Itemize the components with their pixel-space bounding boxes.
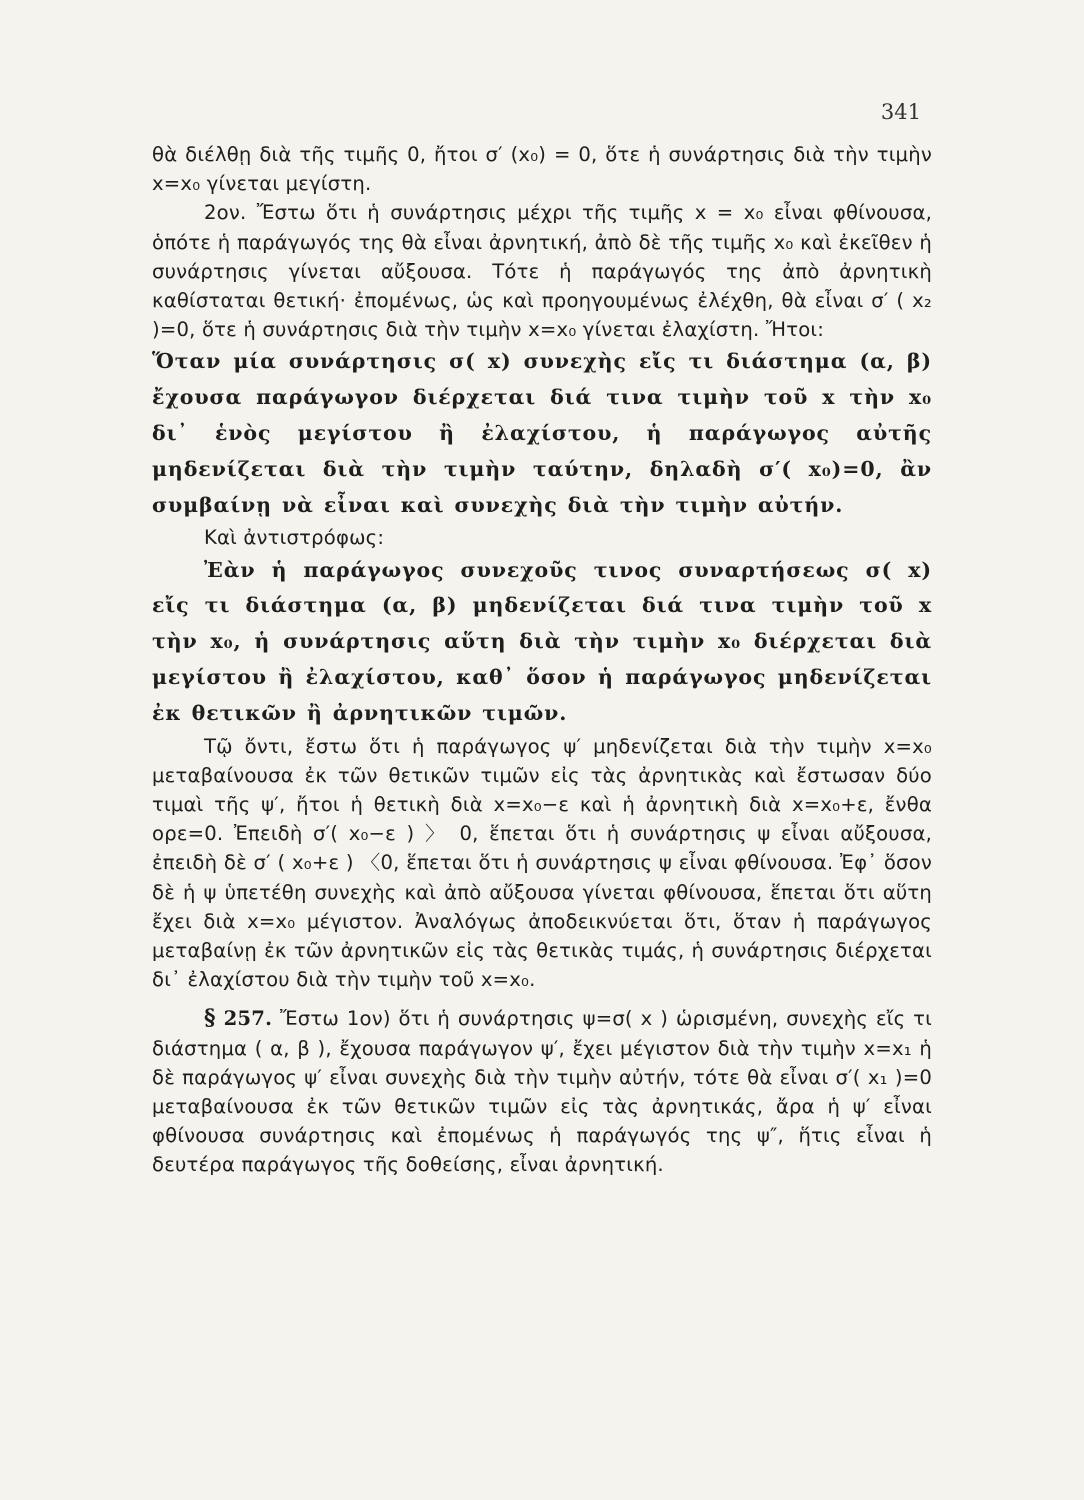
section-257-text: Ἔστω 1ον) ὅτι ἡ συνάρτησις ψ=σ( x ) ὡρισμένη, συνεχὴς εἴς τι διάστημα ( α, β ), ἔχουσα παράγωγον ψ′, ἔχει μέγιστον διὰ τὴν τιμὴν x=x₁ ἡ δὲ παράγωγος ψ′ εἶναι συνεχὴς διὰ τὴν τιμὴν αὐτήν, τότε θὰ εἶναι σ′( x₁ )=0 μεταβαίνουσα ἐκ τῶν θετικῶν τιμῶν εἰς τὰς ἀρνητικάς, ἄρα ἡ ψ′ εἶναι φθίνουσα συνάρτησις καὶ ἐπομένως ἡ παράγωγός της ψ″, ἥτις εἶναι ἡ δευτέρα παράγωγος τῆς δοθείσης, εἶναι ἀρνητική.	[152, 1007, 932, 1177]
body-text	[152, 140, 932, 1180]
section-mark: §	[204, 1005, 216, 1032]
paragraph-continuation: θὰ διέλθῃ διὰ τῆς τιμῆς 0, ἤτοι σ′ (x₀) = 0, ὅτε ἡ συνάρτησις διὰ τὴν τιμὴν x=x₀ γίνεται μεγίστη.	[152, 143, 932, 196]
section-number: 257.	[223, 1007, 273, 1031]
paragraph-case-two: 2ον. Ἔστω ὅτι ἡ συνάρτησις μέχρι τῆς τιμῆς x = x₀ εἶναι φθίνουσα, ὁπότε ἡ παράγωγός της θὰ εἶναι ἀρνητική, ἀπὸ δὲ τῆς τιμῆς x₀ καὶ ἐκεῖθεν ἡ συνάρτησις γίνεται αὔξουσα. Τότε ἡ παράγωγός της ἀπὸ ἀρνητικὴ καθίσταται θετική· ἐπομένως, ὡς καὶ προηγουμένως ἐλέχθη, θὰ εἶναι σ′ ( x₂ )=0, ὅτε ἡ συνάρτησις διὰ τὴν τιμὴν x=x₀ γίνεται ἐλαχίστη. Ἤτοι:	[152, 201, 932, 342]
section-257-paragraph	[152, 1004, 932, 1179]
theorem-statement: Ὅταν μία συνάρτησις σ( x) συνεχὴς εἴς τι διάστημα (α, β) ἔχουσα παράγωγον διέρχεται διά τινα τιμὴν τοῦ x τὴν x₀ δι᾽ ἑνὸς μεγίστου ἢ ἐλαχίστου, ἡ παράγωγος αὐτῆς μηδενίζεται διὰ τὴν τιμὴν ταύτην, δηλαδὴ σ′( x₀)=0, ἂν συμβαίνῃ νὰ εἶναι καὶ συνεχὴς διὰ τὴν τιμὴν αὐτήν.	[152, 349, 932, 517]
page-number: 341	[880, 100, 921, 124]
paragraph-proof: Τῷ ὄντι, ἔστω ὅτι ἡ παράγωγος ψ′ μηδενίζεται διὰ τὴν τιμὴν x=x₀ μεταβαίνουσα ἐκ τῶν θετικῶν τιμῶν εἰς τὰς ἀρνητικὰς καὶ ἔστωσαν δύο τιμαὶ τῆς ψ′, ἤτοι ἡ θετικὴ διὰ x=x₀−ε καὶ ἡ ἀρνητικὴ διὰ x=x₀+ε, ἔνθα ορε=0. Ἐπειδὴ σ′( x₀−ε ) 〉 0, ἕπεται ὅτι ἡ συνάρτησις ψ εἶναι αὔξουσα, ἐπειδὴ δὲ σ′ ( x₀+ε ) 〈0, ἕπεται ὅτι ἡ συνάρτησις ψ εἶναι φθίνουσα. Ἐφ᾽ ὅσον δὲ ἡ ψ ὑπετέθη συνεχὴς καὶ ἀπὸ αὔξουσα γίνεται φθίνουσα, ἕπεται ὅτι αὕτη ἔχει διὰ x=x₀ μέγιστον. Ἀναλόγως ἀποδεικνύεται ὅτι, ὅταν ἡ παράγωγος μεταβαίνῃ ἐκ τῶν ἀρνητικῶν εἰς τὰς θετικὰς τιμάς, ἡ συνάρτησις διέρχεται δι᾽ ἐλαχίστου διὰ τὴν τιμὴν τοῦ x=x₀.	[152, 734, 932, 992]
paragraph-converse-intro: Καὶ ἀντιστρόφως:	[204, 526, 385, 550]
theorem-converse: Ἐὰν ἡ παράγωγος συνεχοῦς τινος συναρτήσεως σ( x) εἴς τι διάστημα (α, β) μηδενίζεται διά τινα τιμὴν τοῦ x τὴν x₀, ἡ συνάρτησις αὕτη διὰ τὴν τιμὴν x₀ διέρχεται διὰ μεγίστου ἢ ἐλαχίστου, καθ᾽ ὅσον ἡ παράγωγος μηδενίζεται ἐκ θετικῶν ἢ ἀρνητικῶν τιμῶν.	[152, 557, 932, 725]
